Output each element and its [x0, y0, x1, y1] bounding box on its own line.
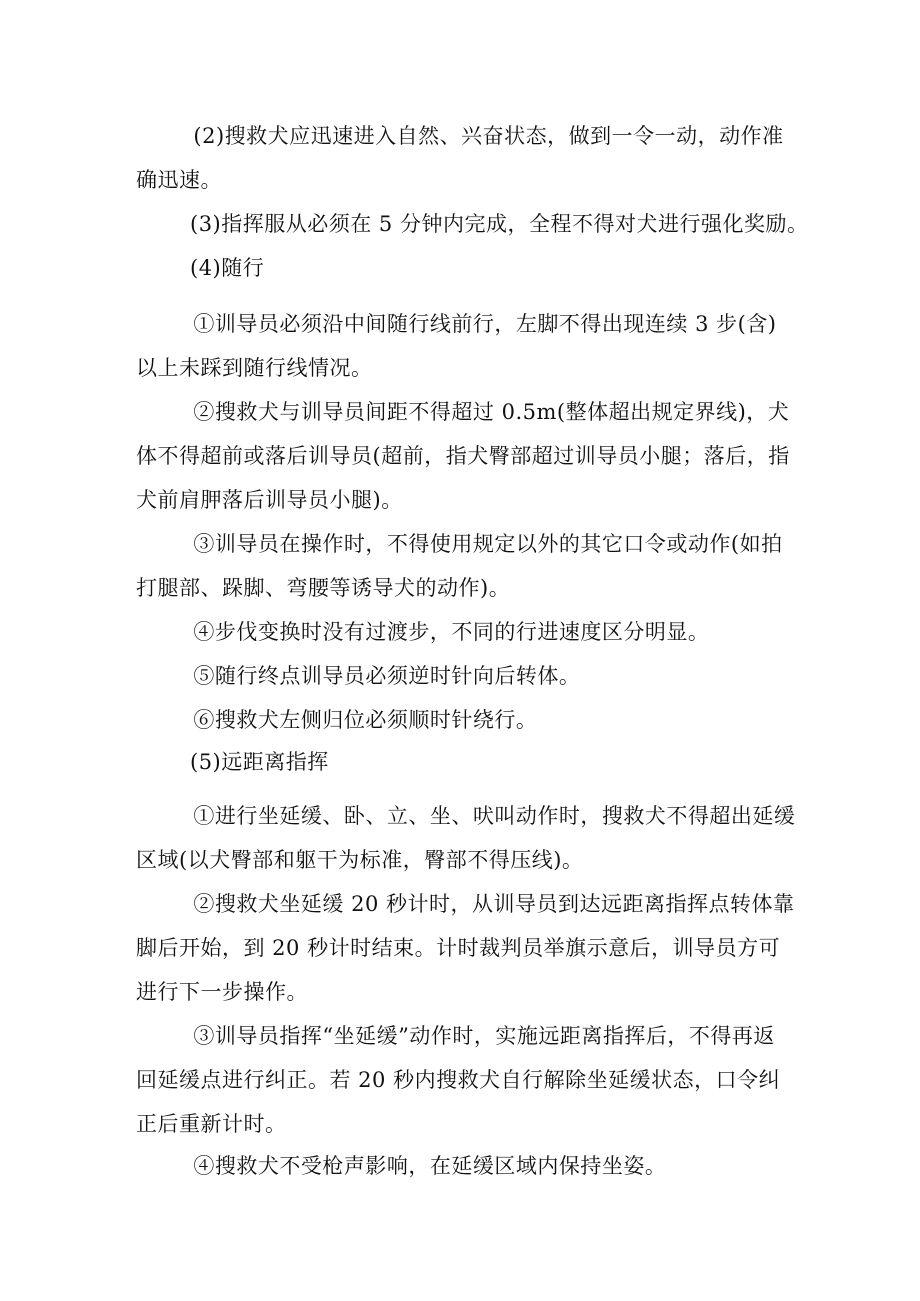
heeling-item-2: ②搜救犬与训导员间距不得超过 0.5m(整体超出规定界线)，犬体不得超前或落后训导员(超前，指犬臀部超过训导员小腿；落后，指犬前肩胛落后训导员小腿)。 [136, 400, 790, 512]
remote-command-item-3: ③训导员指挥“坐延缓”动作时，实施远距离指挥后，不得再返回延缓点进行纠正。若 20 秒内搜救犬自行解除坐延缓状态，口令纠正后重新计时。 [136, 1024, 781, 1136]
paragraph-3-command-obedience: (3)指挥服从必须在 5 分钟内完成，全程不得对犬进行强化奖励。 [190, 212, 809, 236]
heading-5-remote-command: (5)远距离指挥 [190, 750, 329, 774]
heeling-item-5: ⑤随行终点训导员必须逆时针向后转体。 [136, 664, 581, 688]
heeling-item-4: ④步伐变换时没有过渡步，不同的行进速度区分明显。 [136, 620, 710, 644]
heeling-item-6: ⑥搜救犬左侧归位必须顺时针绕行。 [136, 708, 538, 732]
heeling-item-1: ①训导员必须沿中间随行线前行，左脚不得出现连续 3 步(含)以上未踩到随行线情况。 [136, 312, 777, 380]
remote-command-item-4: ④搜救犬不受枪声影响，在延缓区域内保持坐姿。 [136, 1154, 667, 1178]
remote-command-item-1: ①进行坐延缓、卧、立、坐、吠叫动作时，搜救犬不得超出延缓区域(以犬臀部和躯干为标准，臀部不得压线)。 [136, 804, 796, 872]
paragraph-2-dog-state: (2)搜救犬应迅速进入自然、兴奋状态，做到一令一动，动作准确迅速。 [136, 124, 784, 192]
remote-command-item-2: ②搜救犬坐延缓 20 秒计时，从训导员到达远距离指挥点转体靠脚后开始，到 20 秒计时结束。计时裁判员举旗示意后，训导员方可进行下一步操作。 [136, 892, 795, 1004]
heeling-item-3: ③训导员在操作时，不得使用规定以外的其它口令或动作(如拍打腿部、跺脚、弯腰等诱导犬的动作)。 [136, 532, 783, 600]
heading-4-heeling: (4)随行 [190, 256, 265, 280]
